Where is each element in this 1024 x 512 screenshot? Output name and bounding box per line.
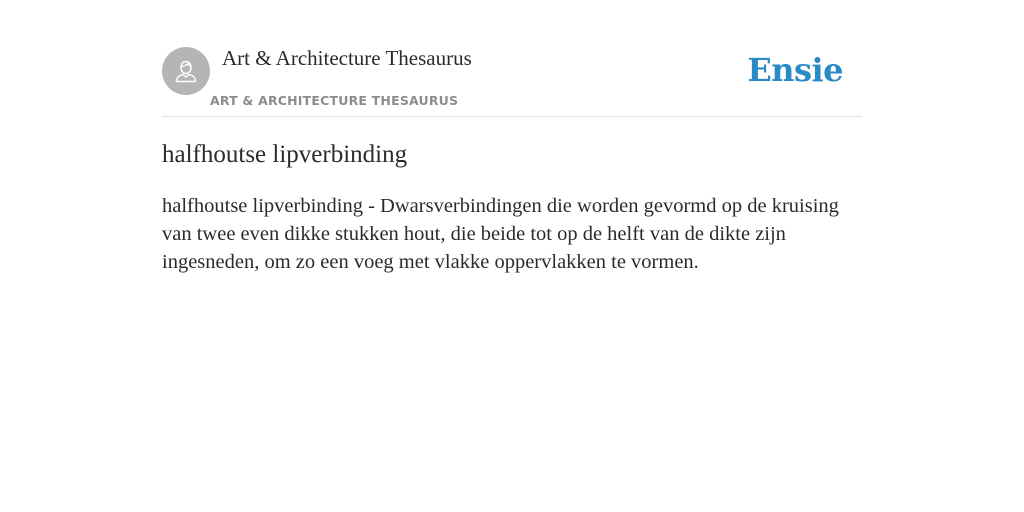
definition-text: halfhoutse lipverbinding - Dwarsverbindingen die worden gevormd op de kruising van twee even dikke stukken hout, die beide tot op de helft van de dikte zijn ingesneden, om zo een voeg met vlakke oppervlakken te vormen. bbox=[162, 195, 839, 273]
avatar[interactable] bbox=[162, 47, 210, 95]
page-title: halfhoutse lipverbinding bbox=[162, 141, 408, 168]
ensie-logo[interactable]: Ensie bbox=[747, 51, 843, 89]
category-label[interactable]: ART & ARCHITECTURE THESAURUS bbox=[210, 93, 459, 108]
author-name[interactable]: Art & Architecture Thesaurus bbox=[222, 46, 472, 70]
entry-card bbox=[162, 0, 862, 512]
entry-header bbox=[162, 0, 862, 117]
user-silhouette-icon bbox=[171, 56, 201, 86]
